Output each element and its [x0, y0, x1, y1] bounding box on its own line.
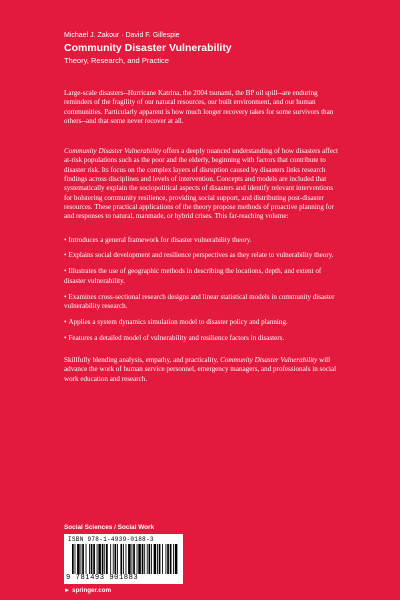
- list-item: [64, 293, 339, 312]
- barcode-stripe: [102, 544, 104, 574]
- barcode-stripe: [166, 544, 167, 574]
- barcode-stripe: [91, 544, 93, 574]
- bullet-icon: •: [64, 267, 67, 276]
- publisher-link[interactable]: [64, 587, 111, 594]
- barcode-stripe: [173, 544, 174, 574]
- barcode-stripe: [154, 544, 157, 574]
- barcode-stripe: [104, 544, 105, 574]
- bullet-icon: •: [64, 292, 67, 301]
- barcode-stripe: [137, 544, 138, 574]
- barcode-stripe: [159, 544, 161, 574]
- list-item: [64, 318, 339, 327]
- barcode-stripe: [175, 544, 178, 574]
- isbn-label: ISBN 978-1-4939-0188-3: [68, 536, 154, 543]
- list-item: [64, 334, 339, 343]
- barcode-stripe: [132, 544, 133, 574]
- barcode-stripe: [120, 544, 122, 574]
- list-item-text: Illustrates the use of geographic methods in describing the locations, depth, and extent of disaster vulnerability.: [64, 267, 322, 285]
- barcode-stripe: [138, 544, 141, 574]
- barcode-stripe: [82, 544, 84, 574]
- barcode-stripe: [117, 544, 118, 574]
- bullet-icon: •: [64, 235, 67, 244]
- intro-paragraph: Large-scale disasters--Hurricane Katrina, the 2004 tsunami, the BP oil spill--are enduring reminders of the fragility of our natural resources, our built environment, and our human communities. Particularly apparent is how much longer recovery takes for some survivors than others--and that some never recover at all.: [64, 89, 334, 125]
- body-paragraph: [64, 147, 339, 221]
- barcode-stripe: [86, 544, 87, 574]
- barcode-stripe: [157, 544, 158, 574]
- barcode-stripe: [151, 544, 152, 574]
- barcode-stripe: [133, 544, 135, 574]
- list-item-text: Applies a system dynamics simulation model to disaster policy and planning.: [68, 317, 288, 326]
- barcode-stripe: [149, 544, 151, 574]
- closing-title: Community Disaster Vulnerability: [220, 355, 318, 364]
- back-cover-blurb: [64, 89, 339, 384]
- bullet-icon: •: [64, 317, 67, 326]
- arrow-icon: ►: [64, 587, 71, 594]
- barcode-stripe: [170, 544, 172, 574]
- book-title: Community Disaster Vulnerability: [64, 42, 232, 54]
- barcode-digits: 9 781493 901883: [66, 574, 139, 582]
- body-title: Community Disaster Vulnerability: [64, 147, 162, 156]
- barcode-stripe: [147, 544, 148, 574]
- barcode-stripe: [98, 544, 101, 574]
- list-item-text: Examines cross-sectional research designs and linear statistical models in community disaster vulnerability research.: [64, 292, 335, 310]
- barcode-stripe: [75, 544, 76, 574]
- barcode-stripe: [93, 544, 95, 574]
- barcode-stripe: [72, 544, 74, 574]
- closing-pre: Skillfully blending analysis, empathy, and practicality,: [64, 355, 221, 364]
- barcode-stripe: [110, 544, 111, 574]
- list-item: [64, 251, 339, 260]
- bullet-icon: •: [64, 333, 67, 342]
- cover-header: [64, 31, 364, 66]
- barcode-stripe: [162, 544, 163, 574]
- barcode-bars: [72, 544, 178, 574]
- book-subtitle: Theory, Research, and Practice: [64, 56, 169, 65]
- list-item-text: Introduces a general framework for disaster vulnerability theory.: [68, 235, 252, 244]
- list-item: [64, 267, 339, 286]
- barcode-stripe: [81, 544, 82, 574]
- list-item: [64, 236, 339, 245]
- closing-paragraph: [64, 356, 339, 384]
- body-text: offers a deeply nuanced understanding of how disasters affect at-risk populations such as the poor and the elderly, beginning with factors that contribute to disaster risk. Its focus on the complex layers of disruption caused by disasters links research findings across disciplines and levels of intervention. Concepts and models are included that systematically explain the sociopolitical aspects of disasters and identify relevant interventions for bolstering community resilience, providing social support, and distributing post-disaster resources. These practical applications of the theory propose methods of proactive planning for and responses to natural, manmade, or hybrid crises. This far-reaching volume:: [64, 147, 339, 221]
- barcode-stripe: [142, 544, 144, 574]
- barcode-stripe: [128, 544, 131, 574]
- barcode-stripe: [123, 544, 124, 574]
- feature-list: [64, 236, 339, 343]
- barcode-stripe: [167, 544, 169, 574]
- barcode-stripe: [77, 544, 80, 574]
- barcode-stripe: [106, 544, 108, 574]
- list-item-text: Explains social development and resilience perspectives as they relate to vulnerability theory.: [68, 251, 334, 260]
- bullet-icon: •: [64, 251, 67, 260]
- authors: Michael J. Zakour · David F. Gillespie: [64, 32, 180, 39]
- barcode-stripe: [126, 544, 127, 574]
- barcode-stripe: [113, 544, 114, 574]
- barcode-stripe: [115, 544, 117, 574]
- barcode-stripe: [97, 544, 98, 574]
- closing-post: will advance the work of human service personnel, emergency managers, and professionals in social work education and research.: [64, 355, 337, 383]
- isbn-barcode: [64, 534, 183, 584]
- barcode-stripe: [144, 544, 145, 574]
- subject-category: Social Sciences / Social Work: [64, 524, 155, 531]
- barcode-stripe: [89, 544, 90, 574]
- list-item-text: Features a detailed model of vulnerability and resilience factors in disasters.: [68, 333, 285, 342]
- publisher-text: springer.com: [72, 587, 111, 594]
